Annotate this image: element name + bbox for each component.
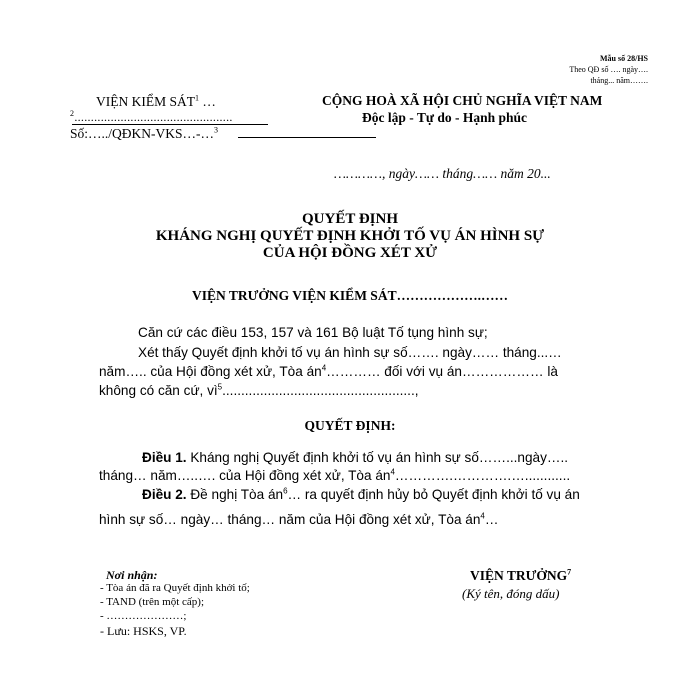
document-subtitle-2: CỦA HỘI ĐỒNG XÉT XỬ (262, 245, 438, 261)
article-2-line-1 (142, 487, 580, 502)
signature-title-text: VIỆN TRƯỞNG (470, 568, 568, 583)
date-line: …………, ngày…… tháng…… năm 20... (334, 166, 551, 181)
issuer-line: VIỆN TRƯỞNG VIỆN KIỂM SÁT……………….…… (192, 288, 508, 303)
recipient-item: - Lưu: HSKS, VP. (100, 624, 187, 638)
article-1-label: Điều 1. (142, 450, 187, 465)
recipients-title: Nơi nhận: (106, 568, 158, 582)
signature-note: (Ký tên, đóng dấu) (462, 586, 560, 601)
article-1-text-2: tháng… năm…..…. của Hội đồng xét xử, Tòa án (99, 468, 391, 483)
agency-label: VIỆN KIỂM SÁT (96, 94, 195, 109)
consideration-text: năm….. của Hội đồng xét xử, Tòa án (99, 364, 322, 379)
footnote-ref: 6 (283, 486, 288, 496)
recipient-item: - Tòa án đã ra Quyết định khởi tố; (100, 582, 250, 594)
article-2-text-3: hình sự số… ngày… tháng… năm của Hội đồng xét xử, Tòa án (99, 512, 481, 527)
footnote-ref: 4 (321, 363, 327, 373)
form-code-date: tháng... năm……. (590, 76, 648, 85)
form-code (569, 53, 648, 86)
sub-agency-blank: ................................................ (74, 110, 233, 124)
signature-title (470, 568, 571, 584)
decision-heading: QUYẾT ĐỊNH: (304, 418, 396, 433)
document-number (70, 126, 218, 142)
consideration-line-3 (99, 383, 419, 398)
national-motto: Độc lập - Tự do - Hạnh phúc (362, 110, 528, 125)
sub-agency-line (70, 110, 233, 125)
article-1-text: Kháng nghị Quyết định khởi tố vụ án hình sự số……...ngày….. (186, 450, 569, 465)
footnote-ref: 3 (214, 125, 219, 135)
article-2-text-2: … ra quyết định hủy bỏ Quyết định khởi tố vụ án (287, 487, 580, 502)
article-2-label: Điều 2. (142, 487, 187, 502)
footnote-ref: 1 (195, 93, 199, 103)
legal-basis: Căn cứ các điều 153, 157 và 161 Bộ luật Tố tụng hình sự; (138, 325, 488, 340)
footnote-ref: 2 (70, 109, 75, 118)
article-1-blank: ………….………….…............ (394, 468, 571, 483)
article-1-line-1 (142, 450, 568, 465)
footnote-ref: 7 (567, 567, 572, 577)
consideration-line-1: Xét thấy Quyết định khởi tố vụ án hình sự số……. ngày…… tháng...… (138, 345, 562, 360)
form-code-decision: Theo QĐ số …. ngày…. (569, 65, 648, 74)
footnote-ref: 5 (217, 382, 223, 392)
article-2-text: Đề nghị Tòa án (186, 487, 284, 502)
consideration-line-2 (99, 364, 609, 379)
recipient-item: - TAND (trên một cấp); (100, 596, 204, 608)
article-2-line-2 (99, 512, 498, 527)
form-code-number: Mẫu số 28/HS (599, 54, 648, 63)
agency-name (96, 94, 216, 110)
article-1-line-2 (99, 468, 570, 483)
national-title: CỘNG HOÀ XÃ HỘI CHỦ NGHĨA VIỆT NAM (322, 93, 603, 108)
footnote-ref: 4 (390, 467, 395, 477)
agency-tail: … (199, 94, 216, 109)
recipient-item: - …………………; (100, 610, 187, 622)
footnote-ref: 4 (480, 511, 485, 521)
consideration-blank: ..................................................., (222, 383, 419, 398)
article-2-blank: … (484, 512, 499, 527)
divider-line (238, 137, 376, 138)
document-number-text: Số:…../QĐKN-VKS…-… (70, 126, 215, 141)
consideration-text: không có căn cứ, vì (99, 383, 218, 398)
consideration-text-2: ………… đối với vụ án……………… là (326, 364, 558, 379)
document-subtitle: KHÁNG NGHỊ QUYẾT ĐỊNH KHỞI TỐ VỤ ÁN HÌNH SỰ (155, 228, 545, 244)
document-title: QUYẾT ĐỊNH (302, 211, 398, 227)
